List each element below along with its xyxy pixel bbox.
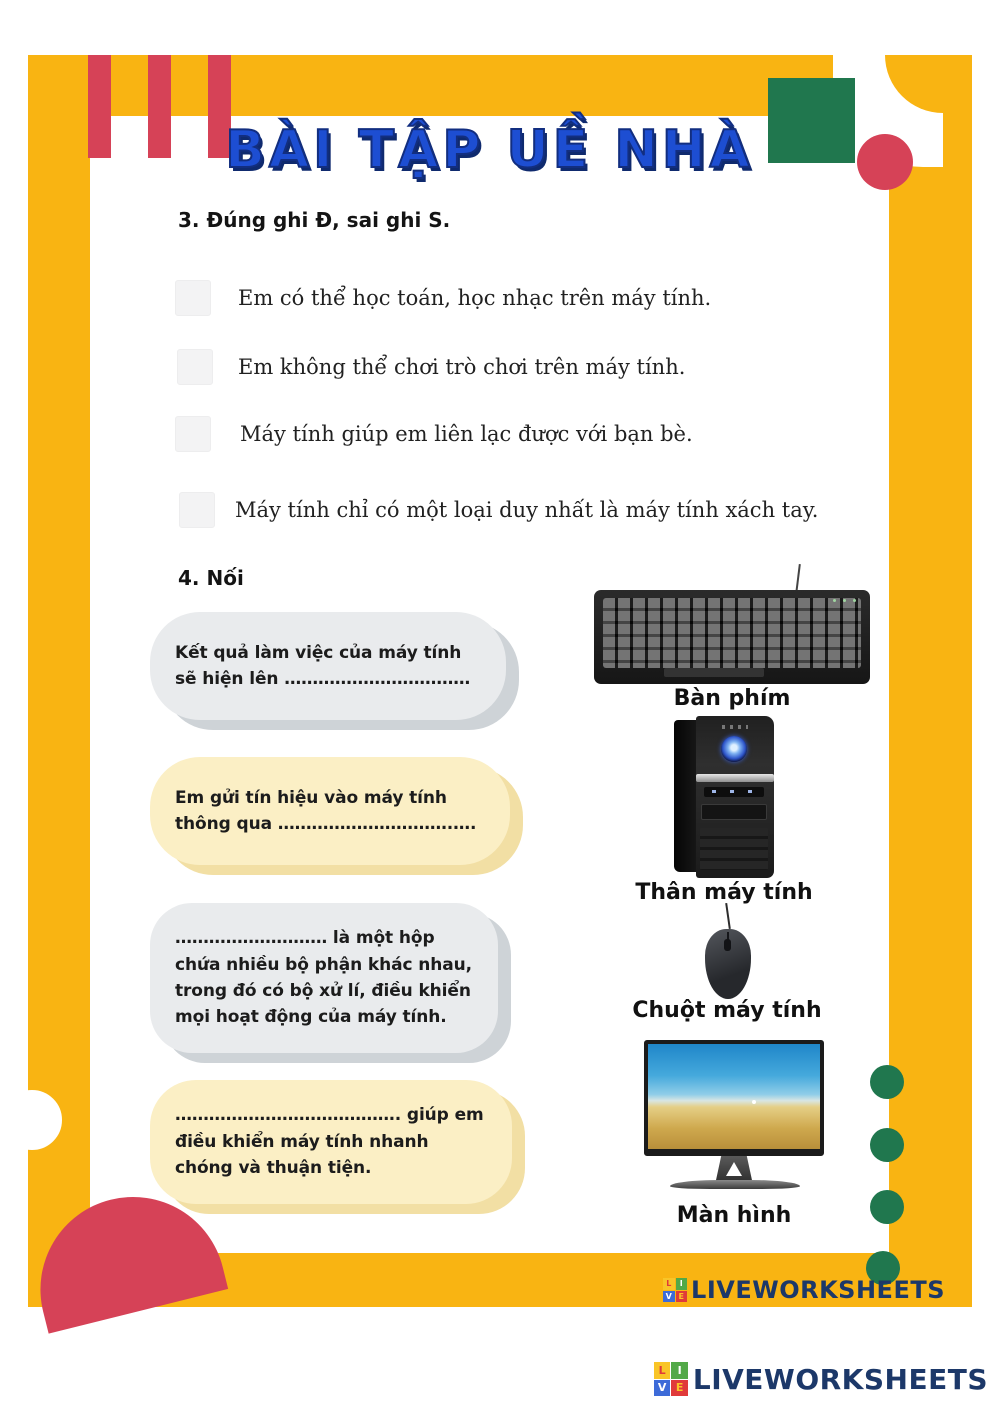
system-unit-image[interactable] [674,716,776,878]
keyboard-indicator-lights [833,599,856,602]
drive-bay [701,804,767,820]
logo-letter-e: E [671,1380,688,1397]
section3-heading: 3. Đúng ghi Đ, sai ghi S. [178,208,451,232]
system-unit-stripe [696,774,774,782]
screen-wallpaper-detail [752,1100,756,1104]
logo-letter-v: V [654,1380,671,1397]
match-bubble-3-text: ……………………… là một hộp chứa nhiều bộ phận khác nhau, trong đó có bộ xử lí, điều khiển mọi hoạt động của máy tính. [175,928,472,1028]
monitor-base [670,1180,800,1189]
answer-box-3[interactable] [175,416,211,452]
page-title: BÀI TẬP UỀ NHÀ [225,120,754,180]
label-system-unit: Thân máy tính [635,880,813,905]
label-keyboard: Bàn phím [673,686,791,711]
logo-letter-v: V [663,1291,675,1303]
power-light [721,736,747,762]
liveworksheets-watermark [663,1276,945,1304]
answer-box-1[interactable] [175,280,211,316]
match-bubble-1[interactable] [150,612,506,720]
system-unit-ports [704,787,764,797]
mouse-scroll-wheel [724,939,731,951]
keyboard-image[interactable] [594,590,870,684]
liveworksheets-logo-icon [663,1278,687,1302]
white-ring-decoration [2,1090,62,1150]
match-bubble-2[interactable] [150,757,510,865]
match-bubble-4[interactable] [150,1080,512,1204]
label-monitor: Màn hình [676,1203,792,1228]
section4-heading: 4. Nối [178,566,244,590]
monitor-screen [644,1040,824,1156]
green-dot-decoration [870,1190,904,1224]
watermark-text: LIVEWORKSHEETS [691,1276,945,1304]
system-unit-side [674,720,698,872]
statement-4: Máy tính chỉ có một loại duy nhất là máy tính xách tay. [235,498,819,522]
logo-letter-e: E [676,1291,688,1303]
system-unit-vents [700,828,768,870]
logo-letter-i: I [671,1362,688,1379]
green-dot-decoration [870,1065,904,1099]
liveworksheets-logo-icon [654,1362,688,1396]
match-bubble-3[interactable] [150,903,498,1053]
match-bubble-4-text: …………………………………. giúp em điều khiển máy tính nhanh chóng và thuận tiện. [175,1105,484,1179]
liveworksheets-footer-brand[interactable] [654,1362,988,1396]
label-mouse: Chuột máy tính [632,998,822,1023]
match-bubble-2-text: Em gửi tín hiệu vào máy tính thông qua ………………………….…. [175,787,477,834]
keyboard-spacebar [664,668,764,677]
logo-letter-i: I [676,1278,688,1290]
mouse-image[interactable] [700,925,756,1003]
answer-box-2[interactable] [177,349,213,385]
monitor-image[interactable] [642,1040,826,1192]
footer-brand-text: LIVEWORKSHEETS [692,1362,988,1396]
system-unit-front [696,716,774,878]
keyboard-keys [603,598,861,668]
keyboard-body [594,590,870,684]
statement-1: Em có thể học toán, học nhạc trên máy tính. [238,286,712,310]
logo-letter-l: L [663,1278,675,1290]
system-unit-buttons [722,725,748,729]
statement-3: Máy tính giúp em liên lạc được với bạn bè. [240,422,693,446]
logo-letter-l: L [654,1362,671,1379]
match-bubble-1-text: Kết quả làm việc của máy tính sẽ hiện lên …………………………… [175,642,471,689]
statement-2: Em không thể chơi trò chơi trên máy tính. [238,355,686,379]
green-dot-decoration [870,1128,904,1162]
answer-box-4[interactable] [179,492,215,528]
